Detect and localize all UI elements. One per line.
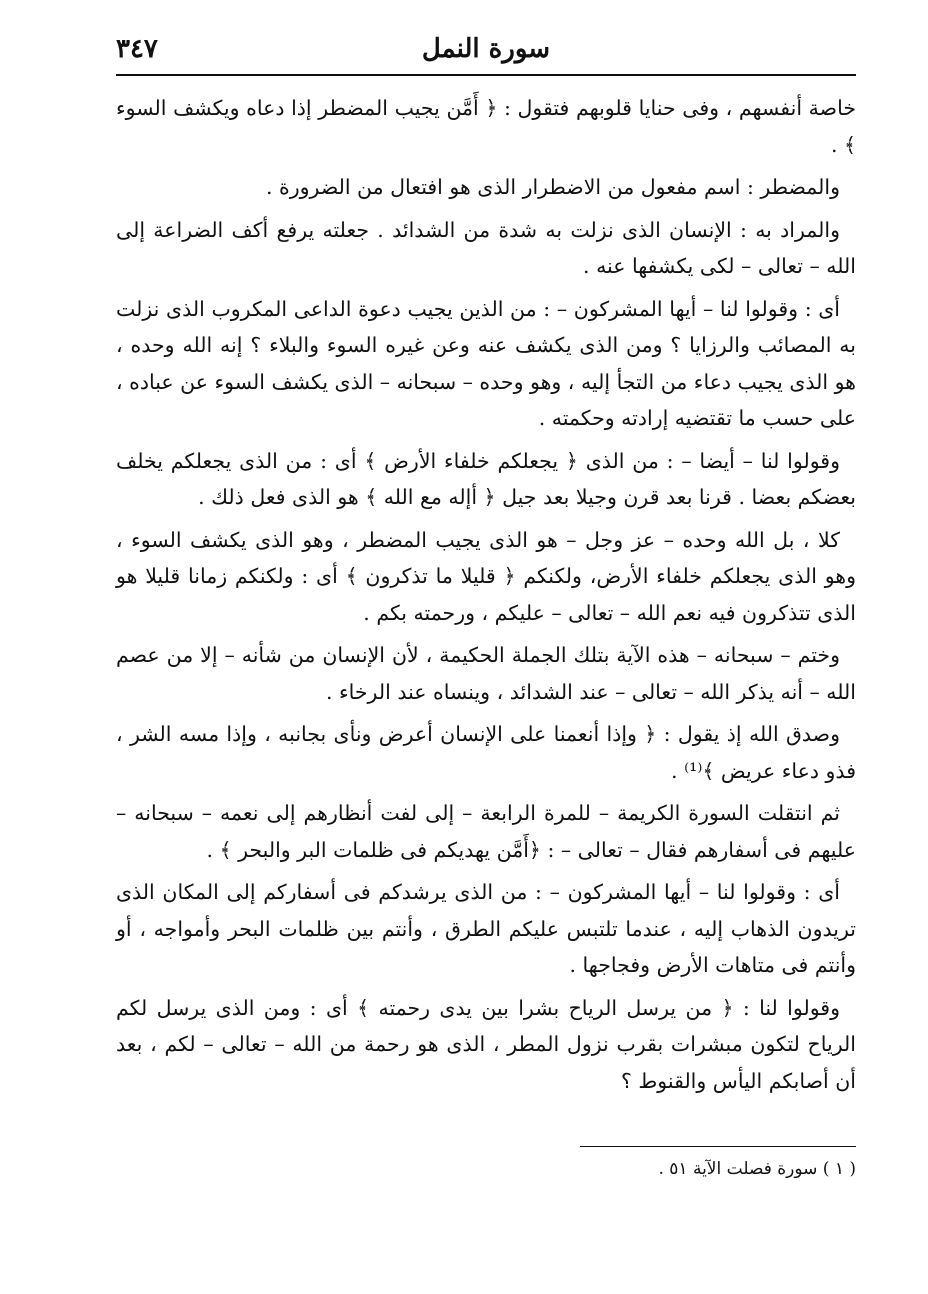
header-rule <box>116 74 856 76</box>
paragraph: والمضطر : اسم مفعول من الاضطرار الذى هو افتعال من الضرورة . <box>265 175 840 199</box>
paragraph: وصدق الله إذ يقول : ﴿ وإذا أنعمنا على الإنسان أعرض ونأى بجانبه ، وإذا مسه الشر ، فذو دعاء عريض ﴾⁽¹⁾ . <box>116 722 856 783</box>
paragraph: أى : وقولوا لنا – أيها المشركون – : من الذى يرشدكم فى أسفاركم إلى المكان الذى تريدون الذهاب إليه ، عندما تلتبس عليكم الطرق ، وأنتم بين ظلمات البحر وأمواجه ، أو وأنتم فى متاهات الأرض وفجاجها . <box>116 880 856 977</box>
page-number: ٣٤٧ <box>116 34 158 64</box>
main-text <box>116 90 856 1105</box>
paragraph: والمراد به : الإنسان الذى نزلت به شدة من الشدائد . جعلته يرفع أكف الضراعة إلى الله – تعالى – لكى يكشفها عنه . <box>116 217 856 278</box>
paragraph: أى : وقولوا لنا – أيها المشركون – : من الذين يجيب دعوة الداعى المكروب الذى نزلت به المصائب والرزايا ؟ ومن الذى يكشف عنه وعن غيره السوء والبلاء ؟ إنه الله وحده ، هو الذى يجيب دعاء من التجأ إليه ، وهو وحده – سبحانه – الذى يكشف السوء عن عباده ، على حسب ما تقتضيه إرادته وحكمته . <box>115 296 856 430</box>
paragraph: وختم – سبحانه – هذه الآية بتلك الجملة الحكيمة ، لأن الإنسان من شأنه – إلا من عصم الله – أنه يذكر الله – تعالى – عند الشدائد ، وينساه عند الرخاء . <box>116 643 856 704</box>
page-header <box>116 28 856 68</box>
footnote: ( ١ ) سورة فصلت الآية ٥١ . <box>658 1159 856 1179</box>
paragraph: ثم انتقلت السورة الكريمة – للمرة الرابعة – إلى لفت أنظارهم إلى نعمه – سبحانه – عليهم فى أسفارهم فقال – تعالى – : ﴿أَمَّن يهديكم فى ظلمات البر والبحر ﴾ . <box>116 801 856 862</box>
paragraph: كلا ، بل الله وحده – عز وجل – هو الذى يجيب المضطر ، وهو الذى يكشف السوء ، وهو الذى يجعلكم خلفاء الأرض، ولكنكم ﴿ قليلا ما تذكرون ﴾ أى : ولكنكم زمانا قليلا هو الذى تتذكرون فيه نعم الله – تعالى – عليكم ، ورحمته بكم . <box>116 527 856 625</box>
paragraph: وقولوا لنا : ﴿ من يرسل الرياح بشرا بين يدى رحمته ﴾ أى : ومن الذى يرسل لكم الرياح لتكون مبشرات بقرب نزول المطر ، الذى هو رحمة من الله – تعالى – لكم ، بعد أن أصابكم اليأس والقنوط ؟ <box>116 995 856 1093</box>
running-title: سورة النمل <box>421 34 551 64</box>
paragraph: خاصة أنفسهم ، وفى حنايا قلوبهم فتقول : ﴿ أَمَّن يجيب المضطر إذا دعاه ويكشف السوء ﴾ . <box>116 96 856 157</box>
footnote-rule <box>580 1146 856 1147</box>
paragraph: وقولوا لنا – أيضا – : من الذى ﴿ يجعلكم خلفاء الأرض ﴾ أى : من الذى يجعلكم يخلف بعضكم بعضا . قرنا بعد قرن وجيلا بعد جيل ﴿ أإله مع الله ﴾ هو الذى فعل ذلك . <box>116 448 856 509</box>
